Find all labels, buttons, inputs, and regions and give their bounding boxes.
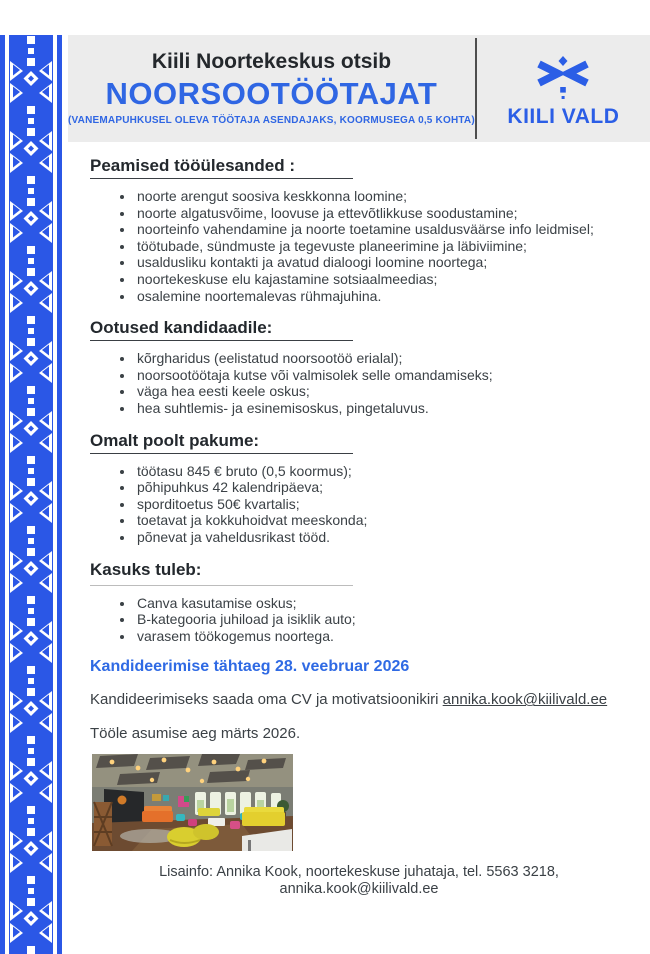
list-item: • noorte algatusvõime, loovuse ja ettevõtlikkuse soodustamine;: [135, 205, 630, 222]
apply-text: Kandideerimiseks saada oma CV ja motivatsioonikiri: [90, 691, 439, 709]
bullet-list-offer: [90, 463, 630, 546]
list-item: • noorsootöötaja kutse või valmisolek selle omandamiseks;: [135, 367, 630, 384]
body-text: [68, 156, 650, 851]
list-item: • osalemine noortemalevas rühmajuhina.: [135, 288, 630, 305]
section-heading-advantage: Kasuks tuleb:: [90, 560, 353, 586]
list-item: • varasem töökogemus noortega.: [135, 628, 630, 645]
section-heading-offer: Omalt poolt pakume:: [90, 431, 353, 454]
list-item: • töötasu 845 € bruto (0,5 koormus);: [135, 463, 630, 480]
footer-contact-line: Lisainfo: Annika Kook, noortekeskuse juhataja, tel. 5563 3218,: [159, 863, 559, 880]
section-heading-tasks: Peamised tööülesanded :: [90, 156, 353, 179]
list-item: • põhipuhkus 42 kalendripäeva;: [135, 479, 630, 496]
logo-text: KIILI VALD: [507, 105, 620, 128]
list-item: • usaldusliku kontakti ja avatud dialoogi loomine noortega;: [135, 254, 630, 271]
bullet-list-advantage: [90, 595, 630, 645]
job-subtitle: (VANEMAPUHKUSEL OLEVA TÖÖTAJA ASENDAJAKS, KOORMUSEGA 0,5 KOHTA): [68, 115, 475, 126]
list-item: • Canva kasutamise oskus;: [135, 595, 630, 612]
list-item: • väga hea eesti keele oskus;: [135, 383, 630, 400]
youth-center-photo: [92, 754, 293, 851]
list-item: • noortekeskuse elu kajastamine sotsiaalmeedias;: [135, 271, 630, 288]
list-item: • noorte arengut soosiva keskkonna loomine;: [135, 188, 630, 205]
pretitle: Kiili Noortekeskus otsib: [151, 50, 392, 73]
folk-pattern-border: [0, 35, 62, 954]
list-item: • töötubade, sündmuste ja tegevuste planeerimine ja läbiviimine;: [135, 238, 630, 255]
header-box: [68, 35, 650, 142]
page-content: [68, 35, 650, 898]
list-item: • hea suhtlemis- ja esinemisoskus, pingetaluvus.: [135, 400, 630, 417]
start-date-text: Tööle asumise aeg märts 2026.: [90, 724, 301, 742]
bullet-list-expectations: [90, 350, 630, 416]
application-deadline: Kandideerimise tähtaeg 28. veebruar 2026: [90, 658, 410, 676]
footer-email[interactable]: annika.kook@kiilivald.ee: [279, 880, 439, 897]
section-heading-expectations: Ootused kandidaadile:: [90, 318, 353, 341]
list-item: • toetavat ja kokkuhoidvat meeskonda;: [135, 512, 630, 529]
list-item: • kõrgharidus (eelistatud noorsootöö erialal);: [135, 350, 630, 367]
bullet-list-tasks: [90, 188, 630, 304]
header-title-block: [68, 35, 475, 142]
photo-illustration: [92, 754, 293, 851]
kiili-vald-logo: [477, 35, 650, 142]
footer-info: [68, 864, 650, 898]
job-title: NOORSOOTÖÖTAJAT: [105, 76, 438, 111]
list-item: • noorteinfo vahendamine ja noorte toetamine usaldusväärse info leidmisel;: [135, 221, 630, 238]
list-item: • B-kategooria juhiload ja isiklik auto;: [135, 611, 630, 628]
dragonfly-icon: [532, 54, 594, 102]
list-item: • sporditoetus 50€ kvartalis;: [135, 496, 630, 513]
apply-email-link[interactable]: annika.kook@kiilivald.ee: [442, 691, 608, 709]
list-item: • põnevat ja vaheldusrikast tööd.: [135, 529, 630, 546]
apply-paragraph: [90, 691, 630, 709]
